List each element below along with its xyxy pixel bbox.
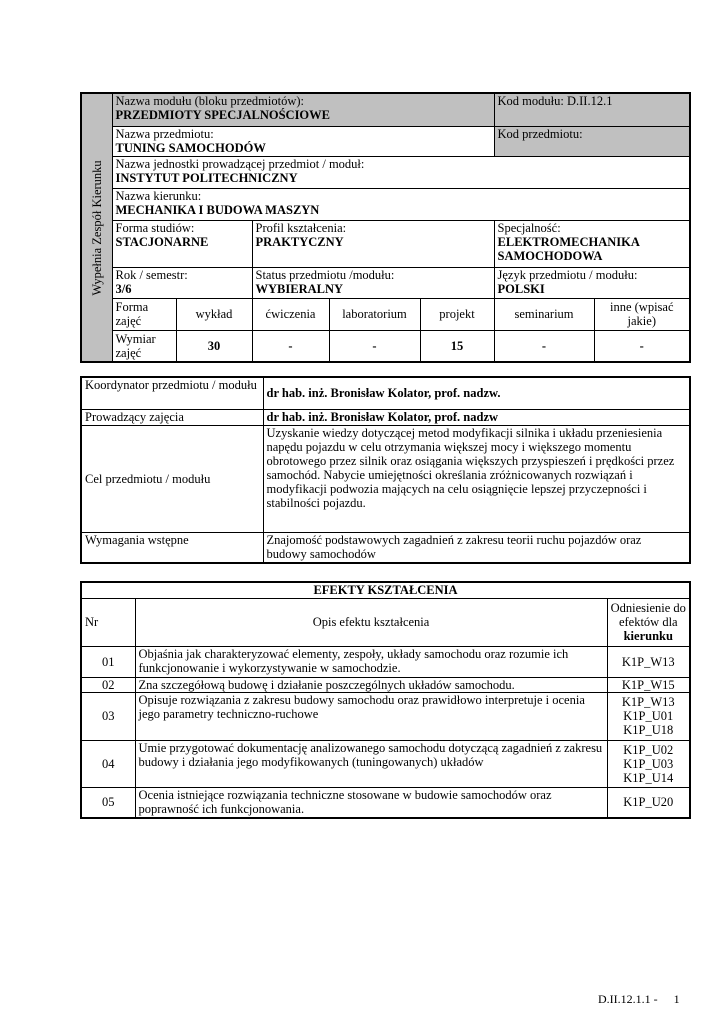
class-seminar: seminarium xyxy=(494,298,594,330)
class-lecture: wykład xyxy=(176,298,252,330)
year-cell xyxy=(112,267,252,298)
unit-cell xyxy=(112,156,690,188)
subject-name-cell xyxy=(112,126,494,156)
hours-lecture: 30 xyxy=(176,330,252,362)
subject-name-label: Nazwa przedmiotu: xyxy=(115,126,214,141)
field-value: MECHANIKA I BUDOWA MASZYN xyxy=(115,202,320,217)
effect-nr: 01 xyxy=(81,646,135,677)
effect-ref: K1P_U02 K1P_U03 K1P_U14 xyxy=(607,740,690,787)
field-cell xyxy=(112,188,690,220)
effect-ref: K1P_W13 xyxy=(607,646,690,677)
table-row xyxy=(81,740,690,787)
teacher-value: dr hab. inż. Bronisław Kolator, prof. nadzw xyxy=(263,409,690,425)
profile-label: Profil kształcenia: xyxy=(255,220,347,235)
effect-nr: 02 xyxy=(81,677,135,692)
requirements-label: Wymagania wstępne xyxy=(81,532,263,563)
status-value: WYBIERALNY xyxy=(255,281,344,296)
page-number: 1 xyxy=(673,992,680,1006)
table-row xyxy=(81,677,690,692)
page-footer xyxy=(598,992,680,1007)
effect-nr: 05 xyxy=(81,787,135,818)
goal-label: Cel przedmiotu / modułu xyxy=(81,425,263,532)
form-value: STACJONARNE xyxy=(115,234,209,249)
classes-label: Forma zajęć xyxy=(112,298,176,330)
module-name-value: PRZEDMIOTY SPECJALNOŚCIOWE xyxy=(115,108,330,122)
coordinator-label: Koordynator przedmiotu / modułu xyxy=(81,377,263,409)
effect-ref: K1P_U20 xyxy=(607,787,690,818)
hours-laboratory: - xyxy=(329,330,420,362)
lang-label: Język przedmiotu / modułu: xyxy=(497,267,638,282)
hours-exercises: - xyxy=(252,330,329,362)
module-name-cell xyxy=(112,93,494,126)
class-exercises: ćwiczenia xyxy=(252,298,329,330)
table-row xyxy=(81,646,690,677)
effect-desc: Ocenia istniejące rozwiązania techniczne stosowane w budowie samochodów oraz poprawność ich funkcjonowania. xyxy=(135,787,607,818)
course-info-table xyxy=(80,376,691,564)
effect-nr: 04 xyxy=(81,740,135,787)
footer-code: D.II.12.1.1 - xyxy=(598,992,658,1006)
unit-value: INSTYTUT POLITECHNICZNY xyxy=(115,170,298,185)
spec-label: Specjalność: xyxy=(497,220,561,235)
lang-value: POLSKI xyxy=(497,281,545,296)
effect-desc: Umie przygotować dokumentację analizowanego samochodu dotyczącą zagadnień z zakresu budowy i działania jego modyfikowanych (tuningowanych) układów xyxy=(135,740,607,787)
year-label: Rok / semestr: xyxy=(115,267,188,282)
effect-ref: K1P_W13 K1P_U01 K1P_U18 xyxy=(607,692,690,740)
effect-nr: 03 xyxy=(81,692,135,740)
field-label: Nazwa kierunku: xyxy=(115,188,202,203)
module-name-label: Nazwa modułu (bloku przedmiotów): xyxy=(115,94,304,108)
form-label: Forma studiów: xyxy=(115,220,195,235)
hours-seminar: - xyxy=(494,330,594,362)
hours-label: Wymiar zajęć xyxy=(112,330,176,362)
status-cell xyxy=(252,267,494,298)
module-header-table xyxy=(80,92,691,363)
effects-col-nr: Nr xyxy=(81,598,135,646)
effects-col-ref xyxy=(607,598,690,646)
hours-project: 15 xyxy=(420,330,494,362)
effects-col-ref-text: Odniesienie do efektów dla xyxy=(610,601,686,629)
status-label: Status przedmiotu /modułu: xyxy=(255,267,395,282)
effects-col-ref-bold: kierunku xyxy=(623,629,673,643)
side-label-cell xyxy=(81,93,112,362)
year-value: 3/6 xyxy=(115,281,132,296)
effects-col-desc: Opis efektu kształcenia xyxy=(135,598,607,646)
class-other: inne (wpisać jakie) xyxy=(594,298,690,330)
teacher-label: Prowadzący zajęcia xyxy=(81,409,263,425)
subject-code: Kod przedmiotu: xyxy=(494,126,690,156)
subject-name-value: TUNING SAMOCHODÓW xyxy=(115,140,266,155)
requirements-value: Znajomość podstawowych zagadnień z zakresu teorii ruchu pojazdów oraz budowy samochodów xyxy=(263,532,690,563)
spec-cell xyxy=(494,220,690,267)
coordinator-value: dr hab. inż. Bronisław Kolator, prof. nadzw. xyxy=(263,377,690,409)
table-row xyxy=(81,692,690,740)
form-cell xyxy=(112,220,252,267)
effect-desc: Objaśnia jak charakteryzować elementy, zespoły, układy samochodu oraz rozumie ich funkcjonowanie i wykorzystywanie w samochodzie. xyxy=(135,646,607,677)
effects-title: EFEKTY KSZTAŁCENIA xyxy=(81,582,690,598)
effects-table xyxy=(80,581,691,819)
class-project: projekt xyxy=(420,298,494,330)
module-code: Kod modułu: D.II.12.1 xyxy=(494,93,690,126)
effect-desc: Opisuje rozwiązania z zakresu budowy samochodu oraz prawidłowo interpretuje i ocenia jego parametry techniczno-ruchowe xyxy=(135,692,607,740)
hours-other: - xyxy=(594,330,690,362)
effect-desc: Zna szczegółową budowę i działanie poszczególnych układów samochodu. xyxy=(135,677,607,692)
table-row xyxy=(81,787,690,818)
effect-ref: K1P_W15 xyxy=(607,677,690,692)
unit-label: Nazwa jednostki prowadzącej przedmiot / moduł: xyxy=(115,156,365,171)
profile-value: PRAKTYCZNY xyxy=(255,234,344,249)
class-laboratory: laboratorium xyxy=(329,298,420,330)
spec-value: ELEKTROMECHANIKA SAMOCHODOWA xyxy=(497,234,640,263)
goal-value: Uzyskanie wiedzy dotyczącej metod modyfikacji silnika i układu przeniesienia napędu pojazdu w celu otrzymania większej mocy i większego momentu obrotowego przez silnik oraz osiągania większych przyspieszeń i prędkości przez samochód. Nabycie umiejętności określania zróżnicowanych rozwiązań i modyfikacji podwozia mających na celu osiągnięcie lepszej przyczepności i stabilności pojazdu. xyxy=(263,425,690,532)
lang-cell xyxy=(494,267,690,298)
profile-cell xyxy=(252,220,494,267)
side-label: Wypełnia Zespół Kierunku xyxy=(89,159,104,296)
